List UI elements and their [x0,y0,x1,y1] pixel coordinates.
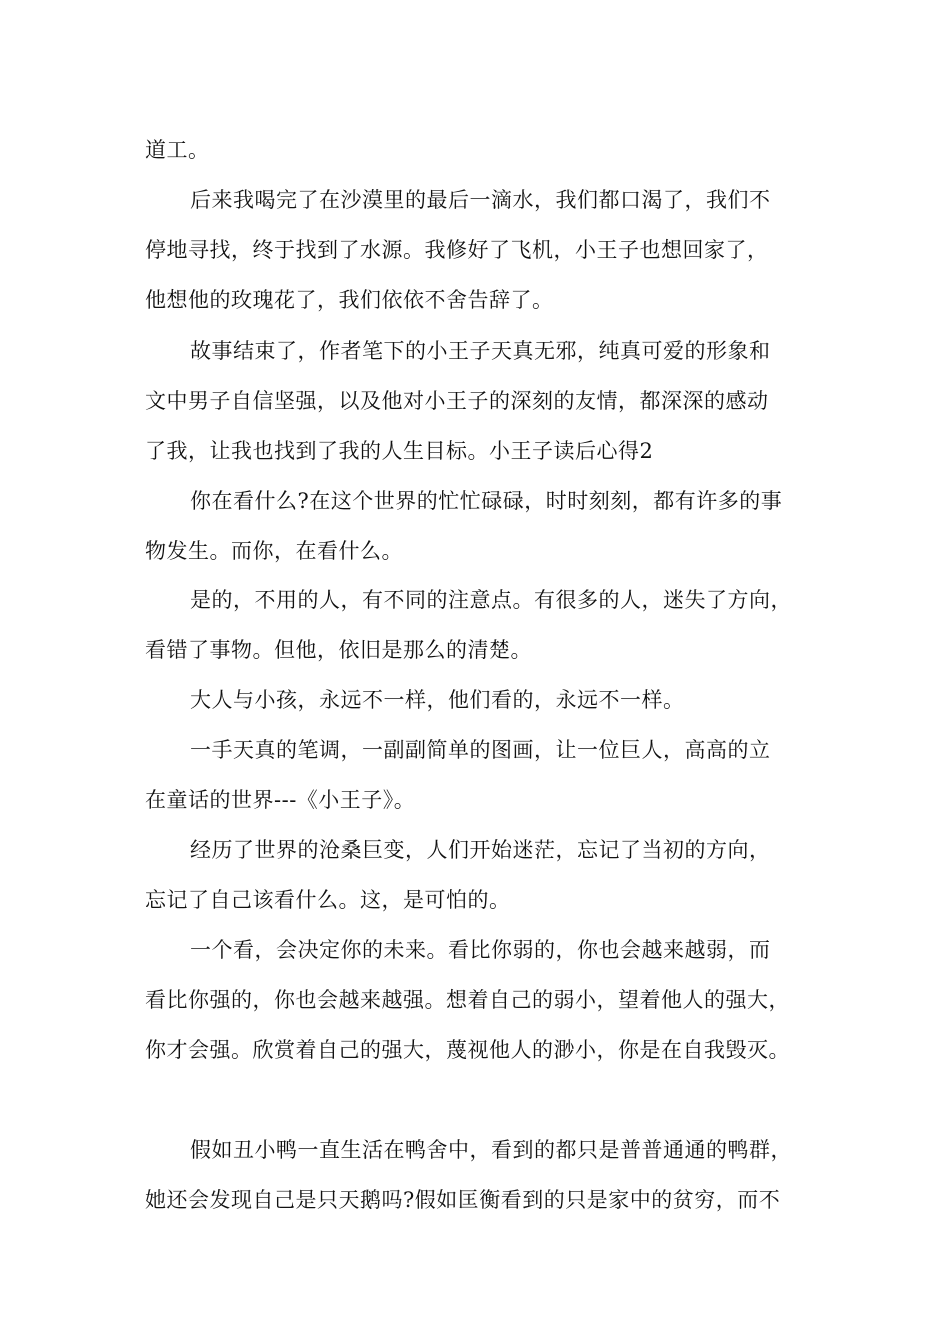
text-line-21: 她还会发现自己是只天鹅吗?假如匡衡看到的只是家中的贫穷，而不 [145,1188,781,1212]
text-line-19: 你才会强。欣赏着自己的强大，蔑视他人的渺小，你是在自我毁灭。 [145,1038,790,1062]
text-line-6: 文中男子自信坚强，以及他对小王子的深刻的友情，都深深的感动 [145,389,769,413]
text-line-3: 停地寻找，终于找到了水源。我修好了飞机，小王子也想回家了， [145,238,769,262]
text-line-7: 了我，让我也找到了我的人生目标。小王子读后心得2 [145,439,654,463]
paragraph-start-line-10: 是的，不用的人，有不同的注意点。有很多的人，迷失了方向， [190,588,792,612]
paragraph-start-line-13: 一手天真的笔调，一副副简单的图画，让一位巨人，高高的立 [190,738,771,762]
text-line-14: 在童话的世界---《小王子》。 [145,788,416,812]
paragraph-start-line-17: 一个看，会决定你的未来。看比你弱的，你也会越来越弱，而 [190,938,771,962]
paragraph-start-line-5: 故事结束了，作者笔下的小王子天真无邪，纯真可爱的形象和 [190,339,771,363]
text-line-11: 看错了事物。但他，依旧是那么的清楚。 [145,638,532,662]
paragraph-start-line-2: 后来我喝完了在沙漠里的最后一滴水，我们都口渴了，我们不 [190,188,771,212]
text-line-16: 忘记了自己该看什么。这，是可怕的。 [145,888,511,912]
text-line-18: 看比你强的，你也会越来越强。想着自己的弱小，望着他人的强大， [145,988,790,1012]
paragraph-start-line-15: 经历了世界的沧桑巨变，人们开始迷茫，忘记了当初的方向， [190,838,771,862]
text-line-1: 道工。 [145,138,210,162]
paragraph-start-line-12: 大人与小孩，永远不一样，他们看的，永远不一样。 [190,688,685,712]
paragraph-start-line-20: 假如丑小鸭一直生活在鸭舍中，看到的都只是普普通通的鸭群， [190,1138,792,1162]
text-line-4: 他想他的玫瑰花了，我们依依不舍告辞了。 [145,288,554,312]
text-line-9: 物发生。而你，在看什么。 [145,539,403,563]
paragraph-start-line-8: 你在看什么?在这个世界的忙忙碌碌，时时刻刻，都有许多的事 [190,489,783,513]
